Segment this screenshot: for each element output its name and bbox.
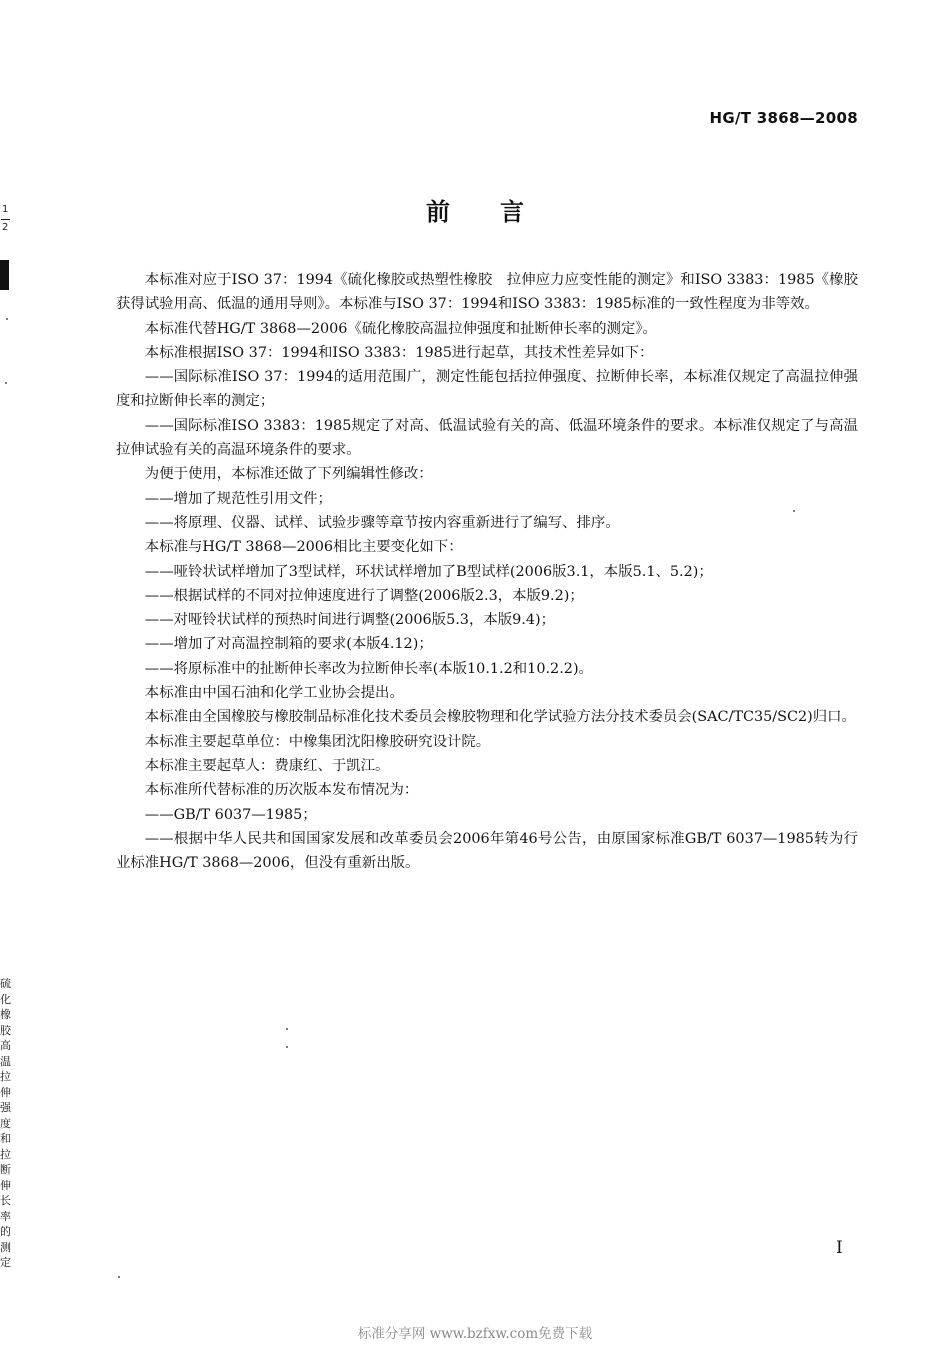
paragraph: 本标准代替HG/T 3868—2006《硫化橡胶高温拉伸强度和扯断伸长率的测定》。 — [144, 320, 657, 337]
paragraph: ——将原标准中的扯断伸长率改为拉断伸长率(本版10.1.2和10.2.2)。 — [144, 660, 593, 677]
margin-mark-top: 1 — [2, 204, 9, 215]
paragraph: 本标准主要起草单位：中橡集团沈阳橡胶研究设计院。 — [144, 733, 491, 750]
paragraph: 为便于使用，本标准还做了下列编辑性修改： — [144, 466, 433, 483]
paragraph: ——国际标准ISO 3383：1985规定了对高、低温试验有关的高、低温环境条件的要求。本标准仅规定了与高温拉伸试验有关的高温环境条件的要求。 — [116, 417, 858, 459]
paragraph: ——将原理、仪器、试样、试验步骤等章节按内容重新进行了编写、排序。 — [144, 514, 620, 531]
paragraph: 本标准主要起草人：费康红、于凯江。 — [144, 757, 390, 774]
page-title: 前言 — [426, 198, 574, 226]
speck — [793, 510, 795, 512]
paragraph: ——国际标准ISO 37：1994的适用范围广，测定性能包括拉伸强度、拉断伸长率，本标准仅规定了高温拉伸强度和拉断伸长率的测定； — [116, 369, 858, 410]
paragraph: 本标准对应于ISO 37：1994《硫化橡胶或热塑性橡胶 拉伸应力应变性能的测定》和ISO 3383：1985《橡胶 获得试验用高、低温的通用导则》。本标准与ISO 37：1994和ISO 3383：1985标准的一致性程度为非等效。 — [116, 272, 873, 313]
paragraph: ——对哑铃状试样的预热时间进行调整(2006版5.3，本版9.4)； — [144, 612, 556, 629]
speck — [286, 1028, 288, 1030]
paragraph: ——根据试样的不同对拉伸速度进行了调整(2006版2.3，本版9.2)； — [144, 587, 584, 604]
spine-title: 硫化橡胶高温拉伸强度和拉断伸长率的测定 — [0, 977, 11, 1269]
speck — [5, 382, 7, 384]
speck — [6, 318, 8, 320]
paragraph: 本标准由中国石油和化学工业协会提出。 — [144, 685, 404, 702]
foreword-body — [116, 268, 873, 875]
page-number: I — [836, 1238, 843, 1258]
paragraph: 本标准由全国橡胶与橡胶制品标准化技术委员会橡胶物理和化学试验方法分技术委员会(SAC/TC35/SC2)归口。 — [144, 709, 856, 726]
paragraph: ——根据中华人民共和国国家发展和改革委员会2006年第46号公告，由原国家标准GB/T 6037—1985转为行业标准HG/T 3868—2006，但没有重新出版。 — [116, 830, 858, 872]
margin-bar — [0, 260, 9, 290]
speck — [286, 1046, 288, 1048]
speck — [118, 1276, 120, 1278]
paragraph: 本标准所代替标准的历次版本发布情况为： — [144, 782, 419, 799]
standard-code: HG/T 3868—2008 — [709, 109, 858, 127]
footer-watermark: 标准分享网 www.bzfxw.com免费下载 — [357, 1326, 593, 1342]
paragraph: ——增加了规范性引用文件； — [144, 490, 332, 507]
paragraph: ——增加了对高温控制箱的要求(本版4.12)； — [144, 636, 433, 653]
paragraph: 本标准与HG/T 3868—2006相比主要变化如下： — [144, 539, 463, 556]
margin-mark-bottom: 2 — [2, 222, 9, 233]
margin-rule — [1, 219, 10, 220]
paragraph: 本标准根据ISO 37：1994和ISO 3383：1985进行起草，其技术性差异如下： — [144, 344, 654, 361]
paragraph: ——哑铃状试样增加了3型试样，环状试样增加了B型试样(2006版3.1，本版5.1、5.2)； — [144, 563, 713, 580]
paragraph: ——GB/T 6037—1985； — [144, 806, 317, 823]
